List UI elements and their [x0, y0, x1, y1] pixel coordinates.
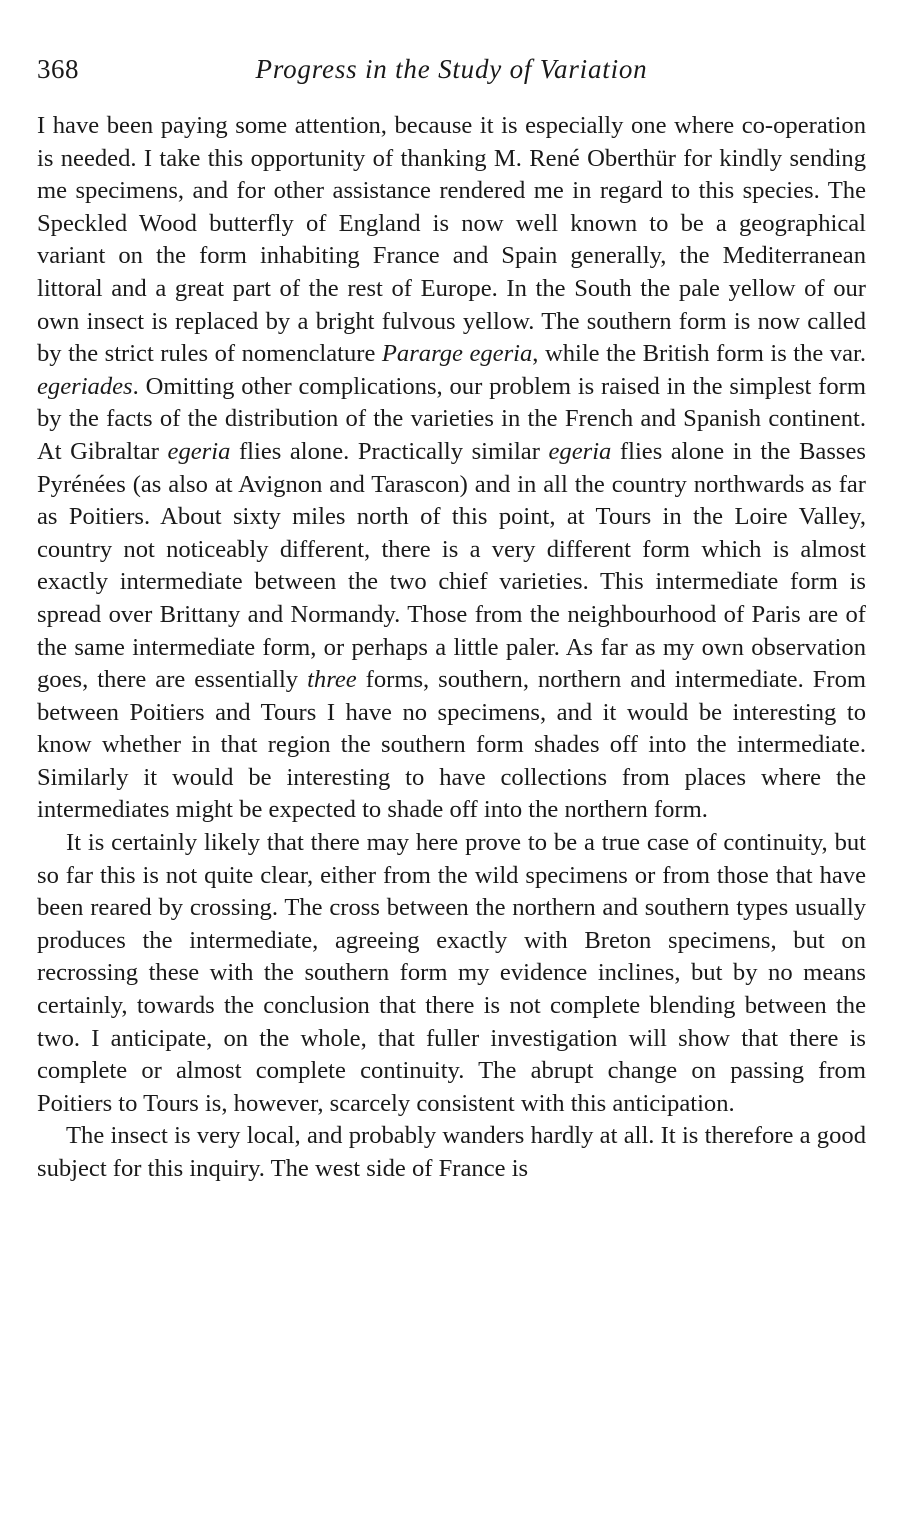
- text-run: flies alone in the Basses Pyrénées (as also at Avignon and Tarascon) and in all the country northwards as far as Poitiers. About sixty miles north of this point, at Tours in the Loire Valley, country not noticeably different, there is a very different form which is almost exactly intermediate between the two chief varieties. This intermediate form is spread over Brittany and Normandy. Those from the neighbourhood of Paris are of the same intermediate form, or perhaps a little paler. As far as my own observation goes, there are essentially: [37, 437, 866, 694]
- body-text: [37, 110, 866, 1186]
- italic-run: Pararge egeria: [381, 340, 533, 368]
- italic-run: egeria: [167, 437, 231, 465]
- paragraph-2: It is certainly likely that there may here prove to be a true case of continuity, but so far this is not quite clear, either from the wild specimens or from those that have been reared by crossing. The cross between the northern and southern types usually produces the intermediate, agreeing exactly with Breton specimens, but on recrossing these with the southern form my evidence inclines, but by no means certainly, towards the conclusion that there is not complete blending between the two. I anticipate, on the whole, that fuller investigation will show that there is complete or almost complete continuity. The abrupt change on passing from Poitiers to Tours is, however, scarcely consistent with this anticipation.: [37, 829, 866, 1117]
- running-head: [37, 52, 866, 96]
- italic-run: three: [307, 666, 357, 694]
- text-run: . Omitting other complications, our problem is raised in the simplest form by the facts of the distribution of the varieties in the French and Spanish continent. At Gibraltar: [37, 372, 866, 465]
- text-run: forms, southern, northern and intermediate. From between Poitiers and Tours I have no specimens, and it would be interesting to know whether in that region the southern form shades off into the intermediate. Similarly it would be interesting to have collections from places where the intermediates might be expected to shade off into the northern form.: [37, 666, 866, 824]
- running-title: Progress in the Study of Variation: [255, 54, 648, 84]
- book-page: [37, 52, 866, 1186]
- text-run: , while the British form is the var.: [532, 340, 866, 368]
- text-run: I have been paying some attention, because it is especially one where co-operation is needed. I take this opportunity of thanking M. René Oberthür for kindly sending me specimens, and for other assistance rendered me in regard to this species. The Speckled Wood butterfly of England is now well known to be a geographical variant on the form inhabiting France and Spain generally, the Mediterranean littoral and a great part of the rest of Europe. In the South the pale yellow of our own insect is replaced by a bright fulvous yellow. The southern form is now called by the strict rules of nomenclature: [37, 112, 866, 368]
- paragraph-1: [37, 110, 866, 827]
- italic-run: egeria: [548, 437, 612, 465]
- paragraph-3: The insect is very local, and probably wanders hardly at all. It is therefore a good subject for this inquiry. The west side of France is: [37, 1122, 866, 1182]
- page-number: 368: [37, 54, 79, 84]
- text-run: flies alone. Practically similar: [230, 437, 549, 465]
- italic-run: egeriades: [37, 372, 133, 400]
